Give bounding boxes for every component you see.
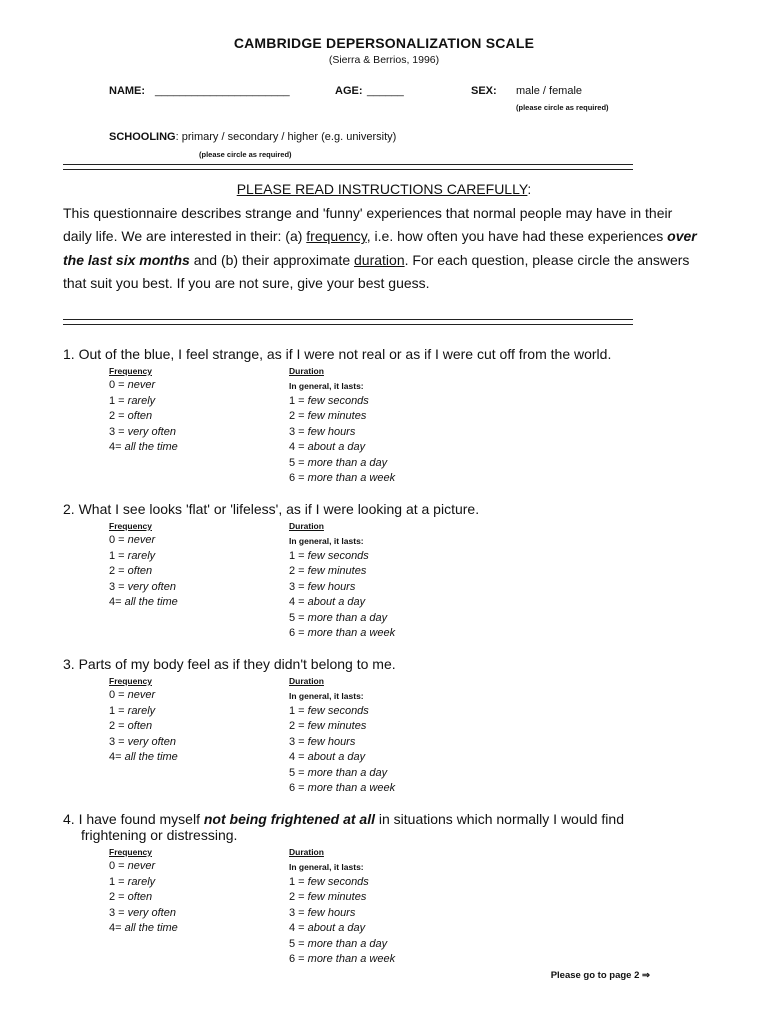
duration-option[interactable]: 6 = more than a week	[289, 627, 396, 639]
frequency-option[interactable]: 0 = never	[109, 379, 156, 391]
duration-option[interactable]: 2 = few minutes	[289, 410, 367, 422]
frequency-option[interactable]: 2 = often	[109, 410, 153, 422]
duration-option[interactable]: 5 = more than a day	[289, 611, 388, 624]
duration-header: Duration	[289, 847, 324, 857]
frequency-option[interactable]: 1 = rarely	[109, 704, 156, 717]
schooling-row	[109, 131, 396, 143]
next-page-note[interactable]: Please go to page 2 ⇒	[550, 970, 650, 981]
schooling-label: SCHOOLING	[109, 131, 176, 143]
frequency-option[interactable]: 1 = rarely	[109, 549, 156, 562]
separator-top	[63, 164, 633, 170]
frequency-term: frequency	[306, 228, 367, 245]
frequency-option[interactable]: 3 = very often	[109, 906, 176, 919]
name-label: NAME:	[109, 85, 146, 97]
duration-option[interactable]: 3 = few hours	[289, 580, 356, 593]
emphasis-text: over the last six months	[63, 228, 697, 268]
duration-option[interactable]: 5 = more than a day	[289, 456, 388, 469]
sex-label: SEX:	[471, 85, 497, 97]
duration-option[interactable]: 1 = few seconds	[289, 704, 369, 717]
frequency-header: Frequency	[109, 366, 152, 376]
duration-option[interactable]: 4 = about a day	[289, 922, 366, 934]
duration-option[interactable]: 3 = few hours	[289, 906, 356, 919]
duration-option[interactable]: 1 = few seconds	[289, 549, 369, 562]
frequency-option[interactable]: 2 = often	[109, 565, 153, 577]
separator-bottom	[63, 319, 633, 325]
frequency-option[interactable]: 1 = rarely	[109, 875, 156, 888]
duration-header: Duration	[289, 521, 324, 531]
duration-option[interactable]: 3 = few hours	[289, 735, 356, 748]
frequency-header: Frequency	[109, 521, 152, 531]
duration-option[interactable]: 6 = more than a week	[289, 782, 396, 794]
duration-header: Duration	[289, 366, 324, 376]
frequency-option[interactable]: 2 = often	[109, 720, 153, 732]
duration-subheader: In general, it lasts:	[289, 381, 364, 391]
frequency-option[interactable]: 3 = very often	[109, 425, 176, 438]
frequency-option[interactable]: 2 = often	[109, 891, 153, 903]
duration-term: duration	[354, 251, 405, 268]
frequency-option[interactable]: 0 = never	[109, 534, 156, 546]
duration-subheader: In general, it lasts:	[289, 691, 364, 701]
frequency-option[interactable]: 1 = rarely	[109, 394, 156, 407]
schooling-note: (please circle as required)	[199, 150, 292, 159]
duration-subheader: In general, it lasts:	[289, 536, 364, 546]
duration-option[interactable]: 5 = more than a day	[289, 766, 388, 779]
question-1: 1. Out of the blue, I feel strange, as if I were not real or as if I were cut off from the world.	[63, 346, 612, 362]
question-2: 2. What I see looks 'flat' or 'lifeless', as if I were looking at a picture.	[63, 501, 480, 517]
frequency-option[interactable]: 4= all the time	[109, 596, 178, 608]
question-3: 3. Parts of my body feel as if they didn't belong to me.	[63, 656, 396, 672]
duration-option[interactable]: 4 = about a day	[289, 441, 366, 453]
sex-options[interactable]: male / female	[516, 85, 583, 97]
frequency-option[interactable]: 0 = never	[109, 860, 156, 872]
duration-option[interactable]: 3 = few hours	[289, 425, 356, 438]
frequency-option[interactable]: 4= all the time	[109, 441, 178, 453]
frequency-option[interactable]: 3 = very often	[109, 735, 176, 748]
frequency-option[interactable]: 3 = very often	[109, 580, 176, 593]
duration-option[interactable]: 2 = few minutes	[289, 565, 367, 577]
instructions-heading: PLEASE READ INSTRUCTIONS CAREFULLY:	[236, 181, 532, 197]
duration-header: Duration	[289, 676, 324, 686]
frequency-header: Frequency	[109, 847, 152, 857]
sex-note: (please circle as required)	[516, 103, 609, 112]
duration-subheader: In general, it lasts:	[289, 862, 364, 872]
instructions-paragraph: This questionnaire describes strange and 'funny' experiences that normal people may have in their daily life. We are interested in their: (a) frequency, i.e. how often you have had these experiences over the last six months and (b) their approximate duration. For each question, please circle the answers that suit you best. If you are not sure, give your best guess.	[63, 205, 697, 291]
age-field[interactable]: ______	[367, 85, 404, 97]
duration-option[interactable]: 2 = few minutes	[289, 720, 367, 732]
duration-option[interactable]: 1 = few seconds	[289, 394, 369, 407]
duration-option[interactable]: 5 = more than a day	[289, 937, 388, 950]
question-4-continued: frightening or distressing.	[81, 827, 238, 843]
duration-option[interactable]: 2 = few minutes	[289, 891, 367, 903]
citation: (Sierra & Berrios, 1996)	[328, 54, 440, 66]
frequency-header: Frequency	[109, 676, 152, 686]
name-field[interactable]: ______________________	[155, 85, 290, 97]
duration-option[interactable]: 6 = more than a week	[289, 472, 396, 484]
duration-option[interactable]: 1 = few seconds	[289, 875, 369, 888]
schooling-options[interactable]: : primary / secondary / higher (e.g. university)	[175, 131, 397, 143]
page-title: CAMBRIDGE DEPERSONALIZATION SCALE	[233, 35, 535, 51]
duration-option[interactable]: 4 = about a day	[289, 751, 366, 763]
frequency-option[interactable]: 4= all the time	[109, 751, 178, 763]
frequency-option[interactable]: 4= all the time	[109, 922, 178, 934]
question-4: 4. I have found myself not being frightened at all in situations which normally I would find	[63, 811, 624, 827]
age-label: AGE:	[335, 85, 363, 97]
frequency-option[interactable]: 0 = never	[109, 689, 156, 701]
arrow-right-icon: ⇒	[642, 970, 650, 981]
duration-option[interactable]: 6 = more than a week	[289, 953, 396, 965]
duration-option[interactable]: 4 = about a day	[289, 596, 366, 608]
